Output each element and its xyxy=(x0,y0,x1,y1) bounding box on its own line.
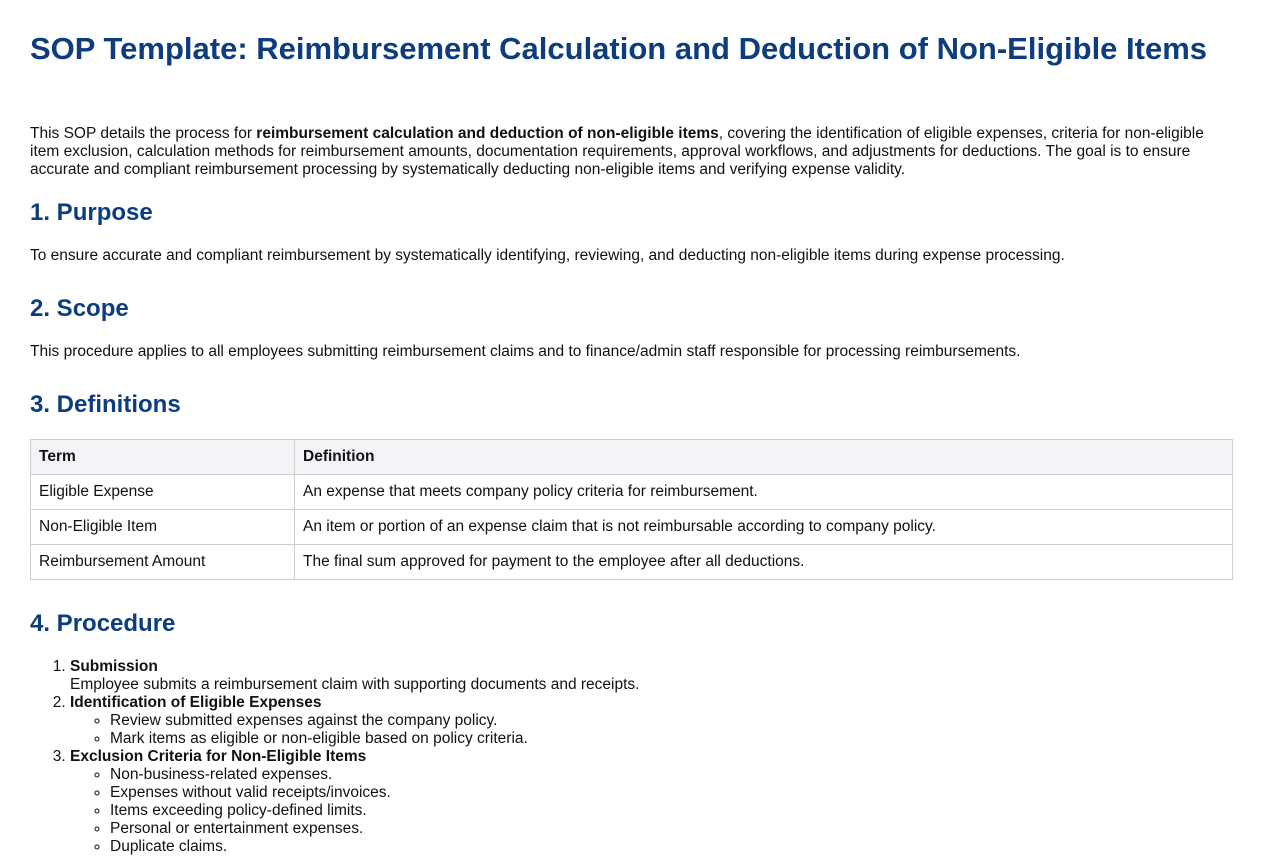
list-item: ◦ Review submitted expenses against the company policy. xyxy=(110,712,639,730)
list-item: ◦ Duplicate claims. xyxy=(110,838,639,856)
step-title: Exclusion Criteria for Non-Eligible Items xyxy=(70,748,367,765)
sub-list xyxy=(70,766,639,856)
table-header-row xyxy=(31,440,1233,475)
procedure-steps-list xyxy=(30,658,639,856)
list-item: ◦ Mark items as eligible or non-eligible based on policy criteria. xyxy=(110,730,639,748)
list-item: ◦ Personal or entertainment expenses. xyxy=(110,820,639,838)
list-item: ◦ Items exceeding policy-defined limits. xyxy=(110,802,639,820)
list-item xyxy=(70,694,639,748)
scope-text: This procedure applies to all employees submitting reimbursement claims and to finance/admin staff responsible for processing reimbursements. xyxy=(30,343,1021,360)
list-item xyxy=(70,748,639,856)
step-title: Identification of Eligible Expenses xyxy=(70,694,322,711)
definitions-heading: 3. Definitions xyxy=(30,391,181,418)
table-row xyxy=(31,545,1233,580)
purpose-text: To ensure accurate and compliant reimbursement by systematically identifying, reviewing, and deducting non-eligible items during expense processing. xyxy=(30,247,1065,264)
term-cell: Non-Eligible Item xyxy=(31,510,295,545)
intro-text-end: , covering the identification of eligible expenses, criteria for non-eligible item exclusion, calculation methods for reimbursement amounts, documentation requirements, approval workflows, and adjustments for deductions. The goal is to ensure accurate and compliant reimbursement processing by systematically deducting non-eligible items and verifying expense validity. xyxy=(30,125,1204,178)
step-title: Submission xyxy=(70,658,158,675)
definition-cell: An item or portion of an expense claim that is not reimbursable according to company policy. xyxy=(295,510,1233,545)
intro-text-start: This SOP details the process for xyxy=(30,125,257,142)
list-item xyxy=(70,658,639,694)
term-cell: Eligible Expense xyxy=(31,475,295,510)
table-row xyxy=(31,475,1233,510)
definition-cell: The final sum approved for payment to the employee after all deductions. xyxy=(295,545,1233,580)
definition-cell: An expense that meets company policy criteria for reimbursement. xyxy=(295,475,1233,510)
step-text: Employee submits a reimbursement claim with supporting documents and receipts. xyxy=(70,676,640,693)
list-item: ◦ Non-business-related expenses. xyxy=(110,766,639,784)
intro-text-bold: reimbursement calculation and deduction of non-eligible items xyxy=(256,125,719,142)
sub-list xyxy=(70,712,639,748)
definitions-table xyxy=(30,439,1233,580)
column-header-definition: Definition xyxy=(295,440,1233,475)
scope-heading: 2. Scope xyxy=(30,295,129,322)
list-item: ◦ Expenses without valid receipts/invoices. xyxy=(110,784,639,802)
procedure-heading: 4. Procedure xyxy=(30,610,176,637)
purpose-heading: 1. Purpose xyxy=(30,199,153,226)
column-header-term: Term xyxy=(31,440,295,475)
term-cell: Reimbursement Amount xyxy=(31,545,295,580)
table-row xyxy=(31,510,1233,545)
intro-paragraph xyxy=(30,125,1235,179)
page-title: SOP Template: Reimbursement Calculation and Deduction of Non-Eligible Items xyxy=(30,31,1208,66)
